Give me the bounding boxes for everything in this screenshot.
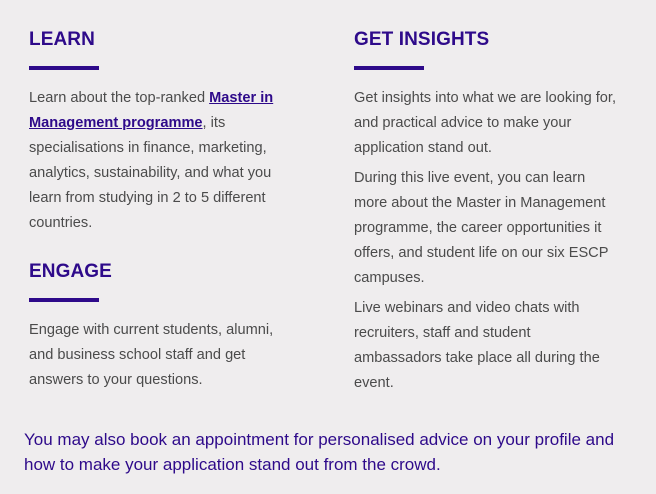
insights-paragraph-3: Live webinars and video chats with recruiters, staff and student ambassadors take place all during the event.: [354, 300, 600, 391]
insights-paragraph-2: During this live event, you can learn more about the Master in Management programme, the career opportunities it offers, and student life on our six ESCP campuses.: [354, 170, 609, 286]
insights-paragraph-1: Get insights into what we are looking for, and practical advice to make your application stand out.: [354, 90, 617, 156]
insights-heading: GET INSIGHTS: [354, 29, 490, 50]
learn-heading-underline: [29, 66, 99, 70]
master-in-management-link[interactable]: Master in Management programme: [29, 90, 274, 131]
engage-heading: ENGAGE: [29, 261, 112, 282]
engage-description: Engage with current students, alumni, and business school staff and get answers to your questions.: [29, 322, 274, 388]
learn-text-after: , its specialisations in finance, marketing, analytics, sustainability, and what you learn from studying in 2 to 5 different countries.: [29, 115, 272, 231]
engage-heading-underline: [29, 298, 99, 302]
learn-heading: LEARN: [29, 29, 95, 50]
appointment-note: You may also book an appointment for personalised advice on your profile and how to make your application stand out from the crowd.: [24, 430, 615, 474]
learn-text-before: Learn about the top-ranked: [29, 90, 210, 106]
engage-section: [29, 261, 291, 388]
insights-section: [354, 29, 622, 391]
learn-section: [29, 29, 291, 231]
insights-heading-underline: [354, 66, 424, 70]
learn-description: [29, 86, 291, 236]
